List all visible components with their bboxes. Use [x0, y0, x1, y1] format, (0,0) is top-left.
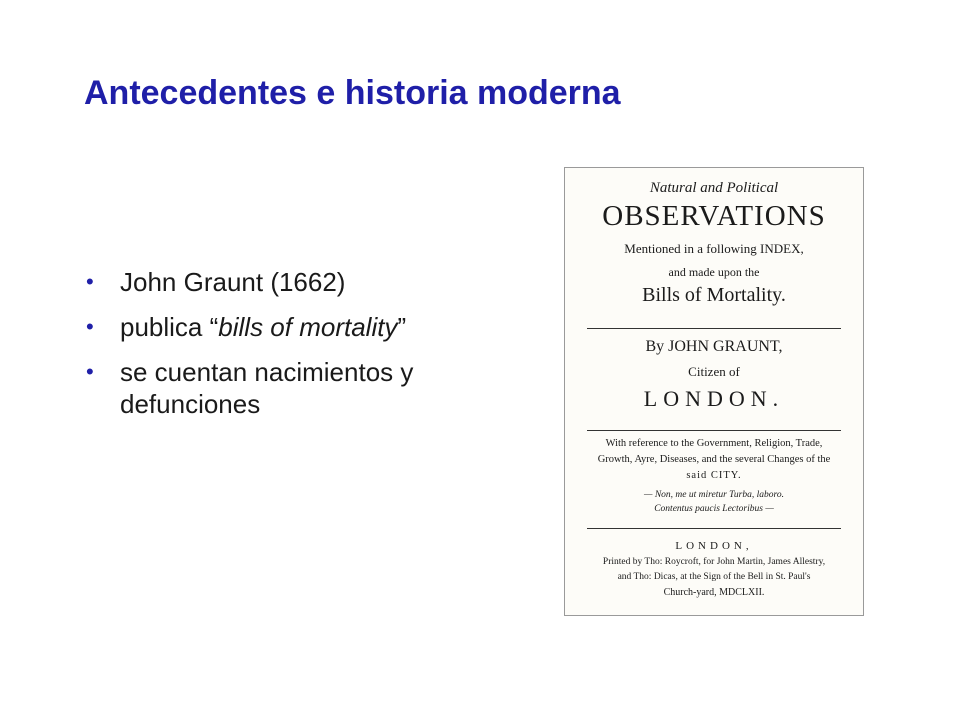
bullet-text-pre: publica “: [120, 312, 219, 342]
title-page-line: Citizen of: [688, 364, 740, 379]
bullet-icon: •: [86, 314, 94, 339]
bullet-item: [84, 266, 524, 298]
title-page-line: Church-yard, MDCLXII.: [663, 587, 765, 598]
bullet-text-post: ”: [397, 312, 407, 342]
title-page-line: OBSERVATIONS: [602, 200, 826, 232]
title-page-line: Growth, Ayre, Diseases, and the several Changes of the: [597, 454, 831, 465]
bullet-text: John Graunt (1662): [120, 267, 346, 297]
bullet-icon: •: [86, 359, 94, 384]
title-page-image: [564, 167, 864, 616]
divider: [587, 430, 841, 431]
slide-title: Antecedentes e historia moderna: [84, 74, 621, 112]
title-page-line: Mentioned in a following INDEX,: [624, 241, 804, 256]
title-page-line: and made upon the: [668, 265, 760, 279]
bullet-icon: •: [86, 269, 94, 294]
divider: [587, 328, 841, 329]
title-page-line: Bills of Mortality.: [642, 284, 786, 306]
bullet-text: se cuentan nacimientos y defunciones: [120, 357, 414, 419]
divider: [587, 528, 841, 529]
bullet-item: [84, 356, 524, 420]
bullet-list: [84, 266, 524, 433]
bullet-item: [84, 311, 524, 343]
title-page-line: said CITY.: [686, 470, 742, 481]
title-page-line: Contentus paucis Lectoribus —: [654, 504, 774, 514]
title-page-line: and Tho: Dicas, at the Sign of the Bell in St. Paul's: [617, 572, 811, 582]
title-page-line: — Non, me ut miretur Turba, laboro.: [644, 490, 784, 500]
title-page-line: By JOHN GRAUNT,: [645, 338, 783, 355]
title-page-line: With reference to the Government, Religion, Trade,: [605, 438, 823, 449]
bullet-text-emphasis: bills of mortality: [218, 312, 398, 342]
title-page-line: Printed by Tho: Roycroft, for John Martin, James Allestry,: [602, 557, 826, 567]
title-page-line: Natural and Political: [649, 180, 779, 196]
title-page-line: LONDON,: [675, 540, 753, 552]
title-page-line: LONDON.: [643, 386, 785, 411]
